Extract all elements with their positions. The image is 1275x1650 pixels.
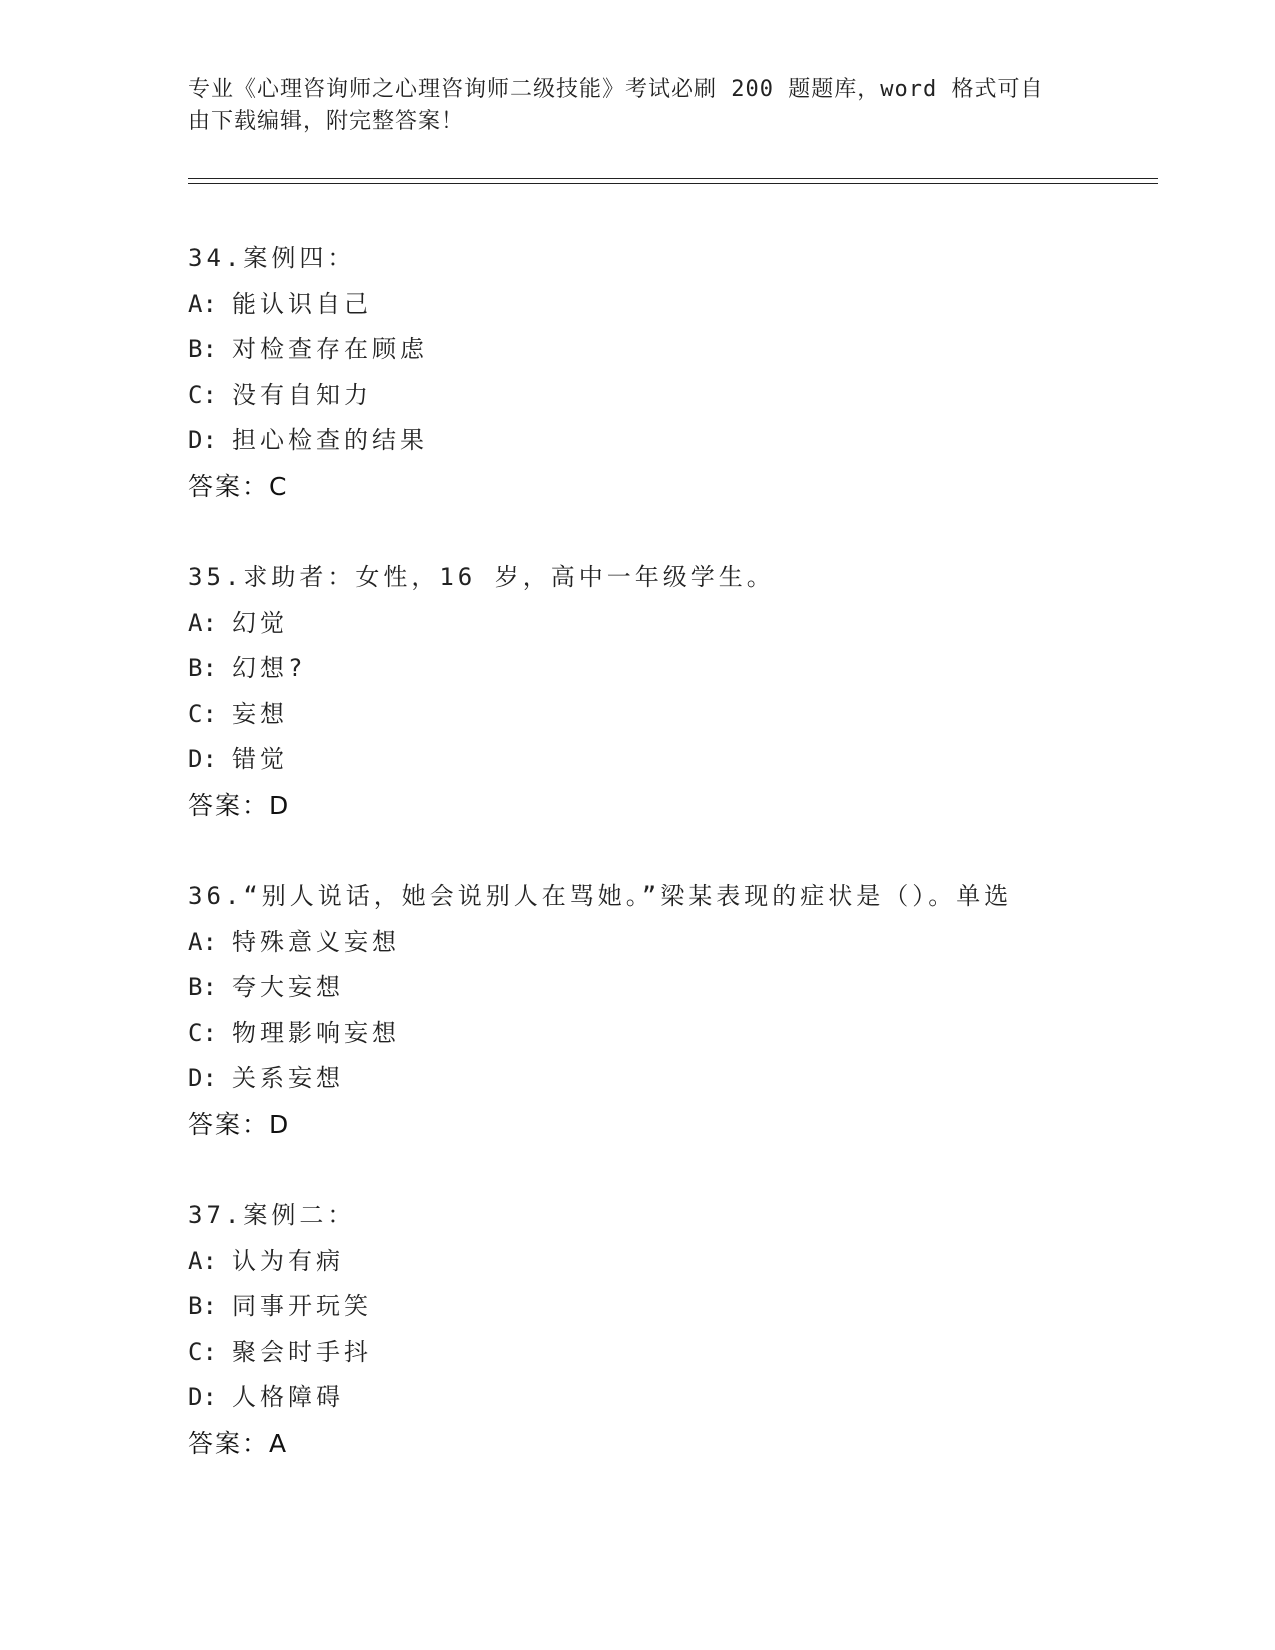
- option-a: [188, 282, 1188, 328]
- answer-line: 答案：C: [188, 471, 289, 501]
- option-text: 聚会时手抖: [232, 1337, 372, 1366]
- option-letter: C:: [188, 1337, 217, 1366]
- option-a: [188, 1239, 1188, 1285]
- option-text: 能认识自己: [232, 289, 372, 318]
- option-c: [188, 692, 1188, 738]
- option-text: 错觉: [232, 745, 288, 773]
- question-list: [188, 236, 1188, 1512]
- question-36: [188, 874, 1188, 1147]
- option-d: [188, 418, 1188, 464]
- answer-line: 答案：A: [188, 1428, 289, 1458]
- question-stem: 35.求助者：女性，16 岁，高中一年级学生。: [188, 563, 775, 591]
- option-a: [188, 601, 1188, 647]
- document-header: [188, 74, 1088, 138]
- option-letter: B:: [188, 973, 217, 1001]
- option-text: 幻想?: [232, 654, 307, 682]
- option-text: 物理影响妄想: [232, 1018, 400, 1047]
- header-divider-top: [188, 178, 1158, 179]
- option-b: [188, 327, 1188, 373]
- option-d: [188, 1375, 1188, 1421]
- header-divider-bottom: [188, 183, 1158, 184]
- header-line-1: 专业《心理咨询师之心理咨询师二级技能》考试必刷 200 题题库，word 格式可自: [188, 77, 1044, 102]
- option-letter: B:: [188, 654, 217, 682]
- option-text: 担心检查的结果: [232, 426, 428, 454]
- question-34: [188, 236, 1188, 509]
- option-text: 特殊意义妄想: [232, 927, 400, 956]
- option-text: 幻觉: [232, 608, 288, 637]
- option-letter: C:: [188, 380, 217, 409]
- option-letter: A:: [188, 608, 217, 637]
- option-letter: D:: [188, 1383, 217, 1411]
- option-c: [188, 1330, 1188, 1376]
- option-text: 关系妄想: [232, 1064, 344, 1092]
- answer-line: 答案：D: [188, 1109, 291, 1139]
- question-37: [188, 1193, 1188, 1466]
- option-b: [188, 965, 1188, 1011]
- question-stem: 34.案例四：: [188, 244, 356, 272]
- option-letter: A:: [188, 289, 217, 318]
- option-b: [188, 646, 1188, 692]
- option-b: [188, 1284, 1188, 1330]
- option-c: [188, 1011, 1188, 1057]
- option-d: [188, 1056, 1188, 1102]
- option-letter: A:: [188, 927, 217, 956]
- option-text: 对检查存在顾虑: [232, 335, 428, 363]
- option-letter: D:: [188, 745, 217, 773]
- option-text: 认为有病: [232, 1246, 344, 1275]
- option-text: 人格障碍: [232, 1383, 344, 1411]
- option-letter: C:: [188, 1018, 217, 1047]
- option-text: 同事开玩笑: [232, 1292, 372, 1320]
- option-text: 妄想: [232, 699, 288, 728]
- option-a: [188, 920, 1188, 966]
- option-letter: D:: [188, 1064, 217, 1092]
- option-text: 夸大妄想: [232, 973, 344, 1001]
- option-letter: B:: [188, 1292, 217, 1320]
- answer-line: 答案：D: [188, 790, 291, 820]
- question-35: [188, 555, 1188, 828]
- question-stem: 36.“别人说话，她会说别人在骂她。”梁某表现的症状是（）。单选: [188, 882, 1013, 910]
- option-d: [188, 737, 1188, 783]
- option-letter: D:: [188, 426, 217, 454]
- question-stem: 37.案例二：: [188, 1201, 356, 1229]
- option-letter: B:: [188, 335, 217, 363]
- option-c: [188, 373, 1188, 419]
- option-text: 没有自知力: [232, 380, 372, 409]
- option-letter: A:: [188, 1246, 217, 1275]
- option-letter: C:: [188, 699, 217, 728]
- header-line-2: 由下载编辑，附完整答案！: [188, 109, 465, 134]
